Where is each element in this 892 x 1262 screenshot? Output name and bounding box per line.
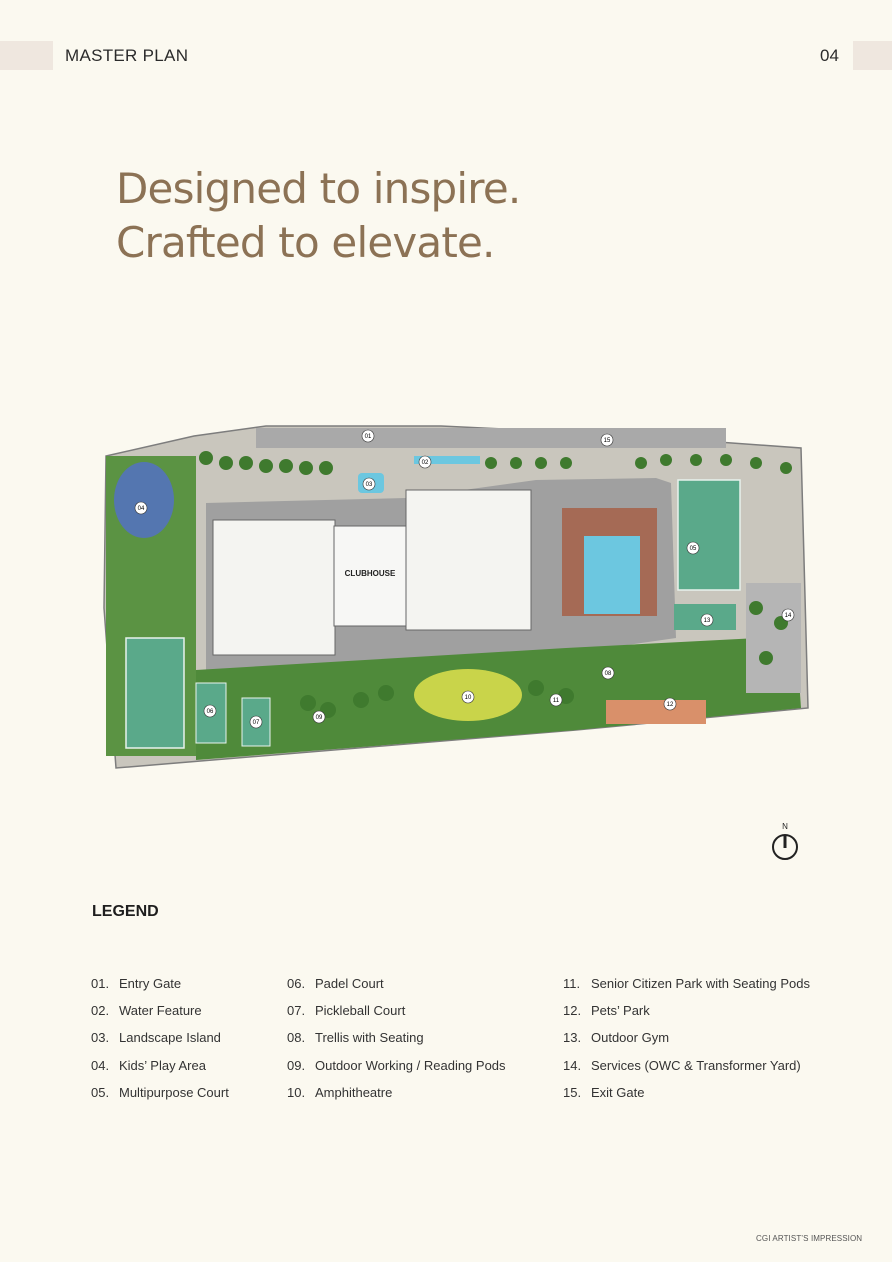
svg-text:15: 15 bbox=[603, 438, 611, 444]
legend-item: 13. Outdoor Gym bbox=[563, 1030, 670, 1046]
page-title: MASTER PLAN bbox=[65, 46, 189, 65]
legend-item: 14. Services (OWC & Transformer Yard) bbox=[563, 1057, 801, 1073]
headline-line-2: Crafted to elevate. bbox=[116, 218, 495, 267]
legend-item: 11. Senior Citizen Park with Seating Pods bbox=[563, 976, 810, 992]
marker-06 bbox=[204, 705, 216, 717]
svg-text:12: 12 bbox=[666, 702, 674, 708]
court-left bbox=[126, 638, 184, 748]
svg-text:07: 07 bbox=[252, 720, 260, 726]
tower-block-1 bbox=[213, 520, 335, 655]
legend-column-1 bbox=[91, 970, 229, 1106]
svg-text:01: 01 bbox=[364, 434, 372, 440]
svg-text:08: 08 bbox=[604, 671, 612, 677]
headline-line-1: Designed to inspire. bbox=[116, 164, 521, 213]
legend-item: 07. Pickleball Court bbox=[287, 1003, 406, 1019]
marker-08 bbox=[602, 667, 614, 679]
svg-text:13: 13 bbox=[703, 618, 711, 624]
legend-item: 01. Entry Gate bbox=[91, 976, 182, 992]
svg-text:03: 03 bbox=[365, 482, 373, 488]
master-plan-map bbox=[96, 408, 816, 788]
legend-item: 09. Outdoor Working / Reading Pods bbox=[287, 1057, 506, 1073]
svg-text:09: 09 bbox=[315, 715, 323, 721]
services-area bbox=[746, 583, 801, 693]
svg-text:11: 11 bbox=[552, 698, 560, 704]
legend-item: 04. Kids’ Play Area bbox=[91, 1057, 206, 1073]
legend-item: 02. Water Feature bbox=[91, 1003, 202, 1019]
marker-07 bbox=[250, 716, 262, 728]
tower-block-2 bbox=[406, 490, 531, 630]
parking-strip bbox=[256, 428, 726, 448]
legend-title: LEGEND bbox=[92, 903, 159, 920]
svg-text:14: 14 bbox=[784, 613, 792, 619]
swimming-pool bbox=[584, 536, 640, 614]
footnote: CGI ARTIST’S IMPRESSION bbox=[756, 1234, 863, 1243]
svg-text:04: 04 bbox=[137, 506, 145, 512]
svg-text:05: 05 bbox=[689, 546, 697, 552]
marker-15 bbox=[601, 434, 613, 446]
marker-03 bbox=[363, 478, 375, 490]
north-label: N bbox=[782, 822, 788, 831]
legend-item: 03. Landscape Island bbox=[91, 1030, 221, 1046]
marker-11 bbox=[550, 694, 562, 706]
legend-item: 12. Pets’ Park bbox=[563, 1003, 650, 1019]
svg-text:10: 10 bbox=[464, 695, 472, 701]
legend-item: 15. Exit Gate bbox=[563, 1084, 645, 1100]
legend-item: 06. Padel Court bbox=[287, 976, 384, 992]
legend-item: 08. Trellis with Seating bbox=[287, 1030, 424, 1046]
legend-item: 05. Multipurpose Court bbox=[91, 1084, 229, 1100]
marker-05 bbox=[687, 542, 699, 554]
marker-10 bbox=[462, 691, 474, 703]
pets-park bbox=[606, 700, 706, 724]
legend-item: 10. Amphitheatre bbox=[287, 1084, 393, 1100]
marker-04 bbox=[135, 502, 147, 514]
multipurpose-court bbox=[678, 480, 740, 590]
marker-12 bbox=[664, 698, 676, 710]
legend-column-2 bbox=[287, 970, 506, 1106]
clubhouse-label: CLUBHOUSE bbox=[344, 569, 396, 578]
marker-14 bbox=[782, 609, 794, 621]
header-band-left bbox=[0, 41, 53, 70]
north-arrow-icon bbox=[770, 821, 800, 863]
marker-13 bbox=[701, 614, 713, 626]
page-number: 04 bbox=[820, 46, 839, 65]
kids-play-area bbox=[114, 462, 174, 538]
marker-09 bbox=[313, 711, 325, 723]
svg-text:02: 02 bbox=[421, 460, 429, 466]
headline bbox=[116, 162, 520, 270]
legend-column-3 bbox=[563, 970, 810, 1106]
marker-02 bbox=[419, 456, 431, 468]
svg-text:06: 06 bbox=[206, 709, 214, 715]
marker-01 bbox=[362, 430, 374, 442]
header-band-right bbox=[853, 41, 892, 70]
